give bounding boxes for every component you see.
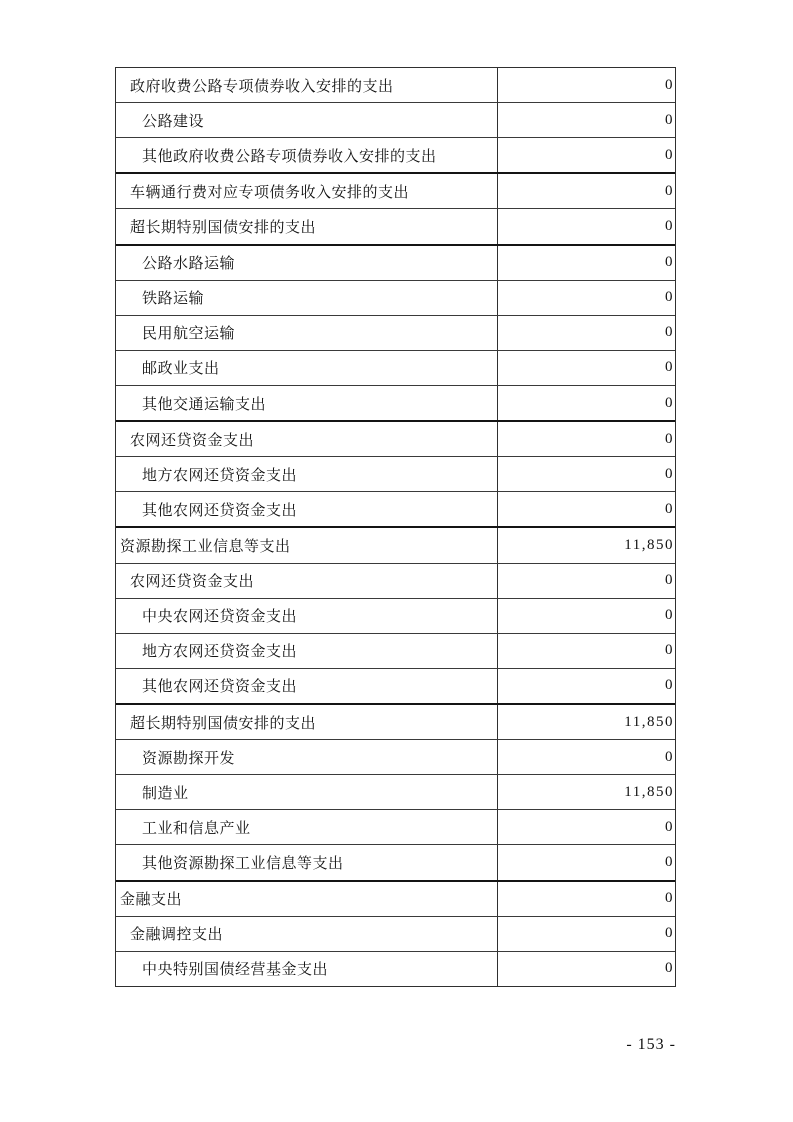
item-label-cell: 农网还贷资金支出 (116, 422, 498, 456)
table-row (116, 244, 675, 280)
item-label-cell: 其他政府收费公路专项债券收入安排的支出 (116, 138, 498, 172)
table-row (116, 809, 675, 844)
item-value-cell: 0 (665, 642, 674, 659)
table-row (116, 633, 675, 668)
table-row (116, 563, 675, 598)
item-label-cell: 金融支出 (116, 882, 498, 916)
item-label-cell: 中央农网还贷资金支出 (116, 599, 498, 633)
item-value-cell: 0 (665, 500, 674, 517)
item-value-cell: 0 (665, 359, 674, 376)
item-value-cell: 11,850 (624, 536, 674, 553)
table-row (116, 315, 675, 350)
item-label-cell: 铁路运输 (116, 281, 498, 315)
item-label-cell: 金融调控支出 (116, 917, 498, 951)
item-label-cell: 车辆通行费对应专项债务收入安排的支出 (116, 174, 498, 208)
table-row (116, 208, 675, 243)
item-value-cell: 0 (665, 572, 674, 589)
item-value-cell: 0 (665, 925, 674, 942)
item-label-cell: 地方农网还贷资金支出 (116, 634, 498, 668)
item-label-cell: 制造业 (116, 775, 498, 809)
table-row (116, 172, 675, 208)
table-row (116, 456, 675, 491)
item-label-cell: 其他交通运输支出 (116, 386, 498, 420)
item-value-cell: 0 (665, 818, 674, 835)
table-row (116, 280, 675, 315)
item-label-cell: 资源勘探开发 (116, 740, 498, 774)
item-value-cell: 0 (665, 890, 674, 907)
table-row (116, 598, 675, 633)
item-label-cell: 地方农网还贷资金支出 (116, 457, 498, 491)
item-label-cell: 工业和信息产业 (116, 810, 498, 844)
item-label-cell: 邮政业支出 (116, 351, 498, 385)
item-label-cell: 其他农网还贷资金支出 (116, 669, 498, 703)
table-row (116, 916, 675, 951)
item-label-cell: 超长期特别国债安排的支出 (116, 209, 498, 243)
item-value-cell: 0 (665, 960, 674, 977)
item-label-cell: 超长期特别国债安排的支出 (116, 705, 498, 739)
table-row (116, 68, 675, 102)
table-row (116, 526, 675, 562)
item-value-cell: 0 (665, 430, 674, 447)
page-number: - 153 - (626, 1036, 676, 1053)
table-row (116, 491, 675, 526)
item-value-cell: 0 (665, 677, 674, 694)
item-label-cell: 资源勘探工业信息等支出 (116, 528, 498, 562)
item-value-cell: 0 (665, 465, 674, 482)
table-row (116, 844, 675, 879)
item-label-cell: 中央特别国债经营基金支出 (116, 952, 498, 986)
item-value-cell: 0 (665, 146, 674, 163)
table-row (116, 385, 675, 420)
table-row (116, 137, 675, 172)
item-value-cell: 0 (665, 324, 674, 341)
item-label-cell: 民用航空运输 (116, 316, 498, 350)
table-row (116, 102, 675, 137)
table-row (116, 951, 675, 986)
item-value-cell: 0 (665, 182, 674, 199)
item-label-cell: 其他资源勘探工业信息等支出 (116, 845, 498, 879)
item-value-cell: 0 (665, 289, 674, 306)
item-value-cell: 0 (665, 111, 674, 128)
item-label-cell: 公路建设 (116, 103, 498, 137)
item-value-cell: 0 (665, 217, 674, 234)
item-label-cell: 政府收费公路专项债券收入安排的支出 (116, 68, 498, 102)
item-value-cell: 0 (665, 76, 674, 93)
item-value-cell: 0 (665, 394, 674, 411)
item-value-cell: 0 (665, 748, 674, 765)
table-row (116, 739, 675, 774)
item-value-cell: 11,850 (624, 713, 674, 730)
budget-table (115, 67, 676, 987)
item-value-cell: 11,850 (624, 783, 674, 800)
item-label-cell: 公路水路运输 (116, 246, 498, 280)
table-row (116, 420, 675, 456)
table-row (116, 668, 675, 703)
table-row (116, 350, 675, 385)
item-value-cell: 0 (665, 254, 674, 271)
item-value-cell: 0 (665, 607, 674, 624)
item-label-cell: 其他农网还贷资金支出 (116, 492, 498, 526)
item-label-cell: 农网还贷资金支出 (116, 564, 498, 598)
table-row (116, 880, 675, 916)
table-row (116, 774, 675, 809)
item-value-cell: 0 (665, 853, 674, 870)
table-row (116, 703, 675, 739)
